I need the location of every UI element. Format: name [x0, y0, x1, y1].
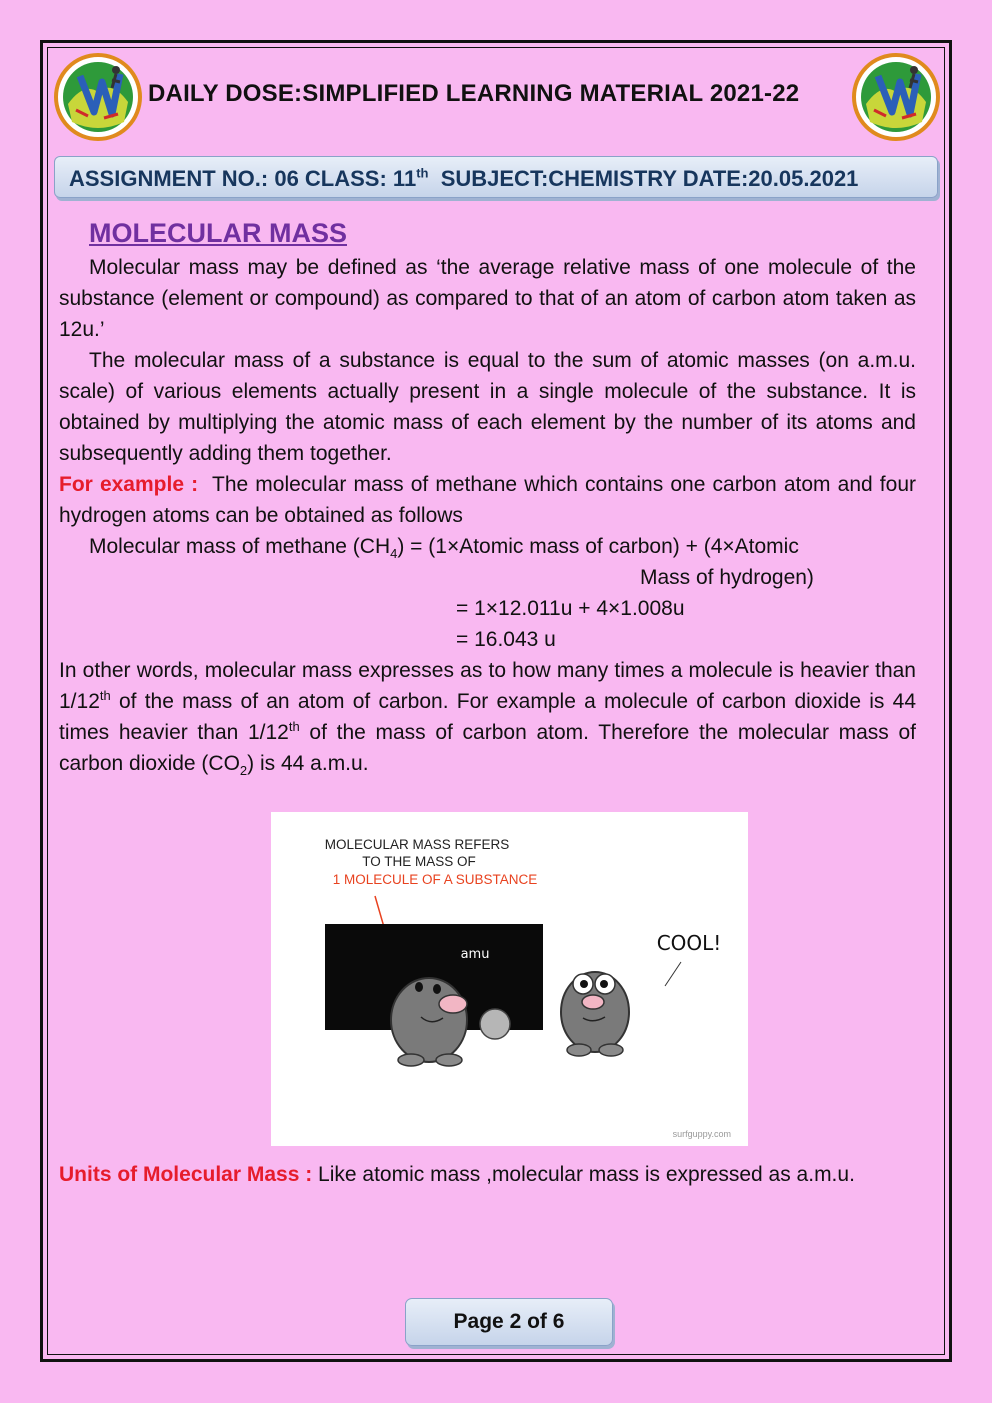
equation-result: = 16.043 u: [456, 628, 556, 651]
units-label: Units of Molecular Mass :: [59, 1163, 313, 1186]
definition-paragraph: Molecular mass may be defined as ‘the average relative mass of one molecule of the substance (element or compound) as compared to that of an atom of carbon atom taken as 12u.’: [59, 256, 916, 341]
assignment-info: [69, 166, 858, 192]
equation-lhs: Molecular mass of methane (CH: [89, 535, 391, 558]
document-title: DAILY DOSE:SIMPLIFIED LEARNING MATERIAL 2021-22: [148, 80, 800, 107]
equation-step: = 1×12.011u + 4×1.008u: [456, 597, 685, 620]
school-logo-left: [54, 52, 142, 142]
cartoon-svg: [271, 812, 748, 1146]
main-content: [59, 214, 922, 779]
page-number: Page 2 of 6: [405, 1298, 613, 1346]
image-credit: surfguppy.com: [672, 1129, 731, 1139]
superscript-th-1: th: [99, 688, 111, 703]
equation-line-4: [59, 624, 916, 655]
caption-line-2: TO THE MASS OF: [362, 854, 476, 869]
equation-line-1: [59, 531, 916, 562]
superscript-th-2: th: [288, 719, 300, 734]
units-paragraph: [59, 1155, 916, 1195]
comparison-text-c: of the mass of carbon atom. Therefore the molecular mass of carbon dioxide (CO: [59, 721, 917, 775]
blackboard-text: amu: [460, 947, 490, 962]
class-superscript: th: [416, 165, 429, 181]
speech-text: COOL!: [656, 931, 722, 955]
comparison-text-a: In other words, molecular mass expresses as to how many times a molecule is heavier than 1/12: [59, 659, 916, 713]
equation-continuation: Mass of hydrogen): [640, 566, 814, 589]
comparison-text-b: of the mass of an atom of carbon. For example a molecule of carbon dioxide is 44 times heavier than 1/12: [59, 690, 916, 744]
assignment-suffix: SUBJECT:CHEMISTRY DATE:20.05.2021: [428, 166, 859, 191]
comparison-text-d: ) is 44 a.m.u.: [247, 752, 369, 775]
equation-line-3: [59, 593, 916, 624]
section-heading: MOLECULAR MASS: [89, 218, 347, 248]
caption-line-1: MOLECULAR MASS REFERS: [324, 837, 510, 852]
molecular-mass-illustration: [271, 812, 748, 1146]
equation-line-2: [59, 562, 916, 593]
molecule-ball: [480, 1009, 510, 1039]
example-text: The molecular mass of methane which contains one carbon atom and four hydrogen atoms can be obtained as follows: [59, 473, 922, 527]
comparison-paragraph: [59, 655, 916, 779]
explanation-paragraph: The molecular mass of a substance is equal to the sum of atomic masses (on a.m.u. scale) of various elements actually present in a single molecule of the substance. It is obtained by multiplying the atomic mass of each element by the number of its atoms and subsequently adding them together.: [59, 349, 916, 465]
mole-left: [391, 978, 467, 1062]
assignment-prefix: ASSIGNMENT NO.: 06 CLASS: 11: [69, 166, 417, 191]
example-paragraph: [59, 469, 922, 531]
assignment-bar: [54, 156, 938, 198]
example-label: For example :: [59, 473, 199, 496]
methane-subscript: 4: [390, 546, 398, 562]
equation-rhs: ) = (1×Atomic mass of carbon) + (4×Atomic: [397, 535, 799, 558]
caption-line-3: 1 MOLECULE OF A SUBSTANCE: [332, 872, 538, 887]
units-text: Like atomic mass ,molecular mass is expressed as a.m.u.: [312, 1163, 855, 1186]
co2-subscript: 2: [239, 763, 248, 779]
school-logo-right: [852, 52, 940, 142]
